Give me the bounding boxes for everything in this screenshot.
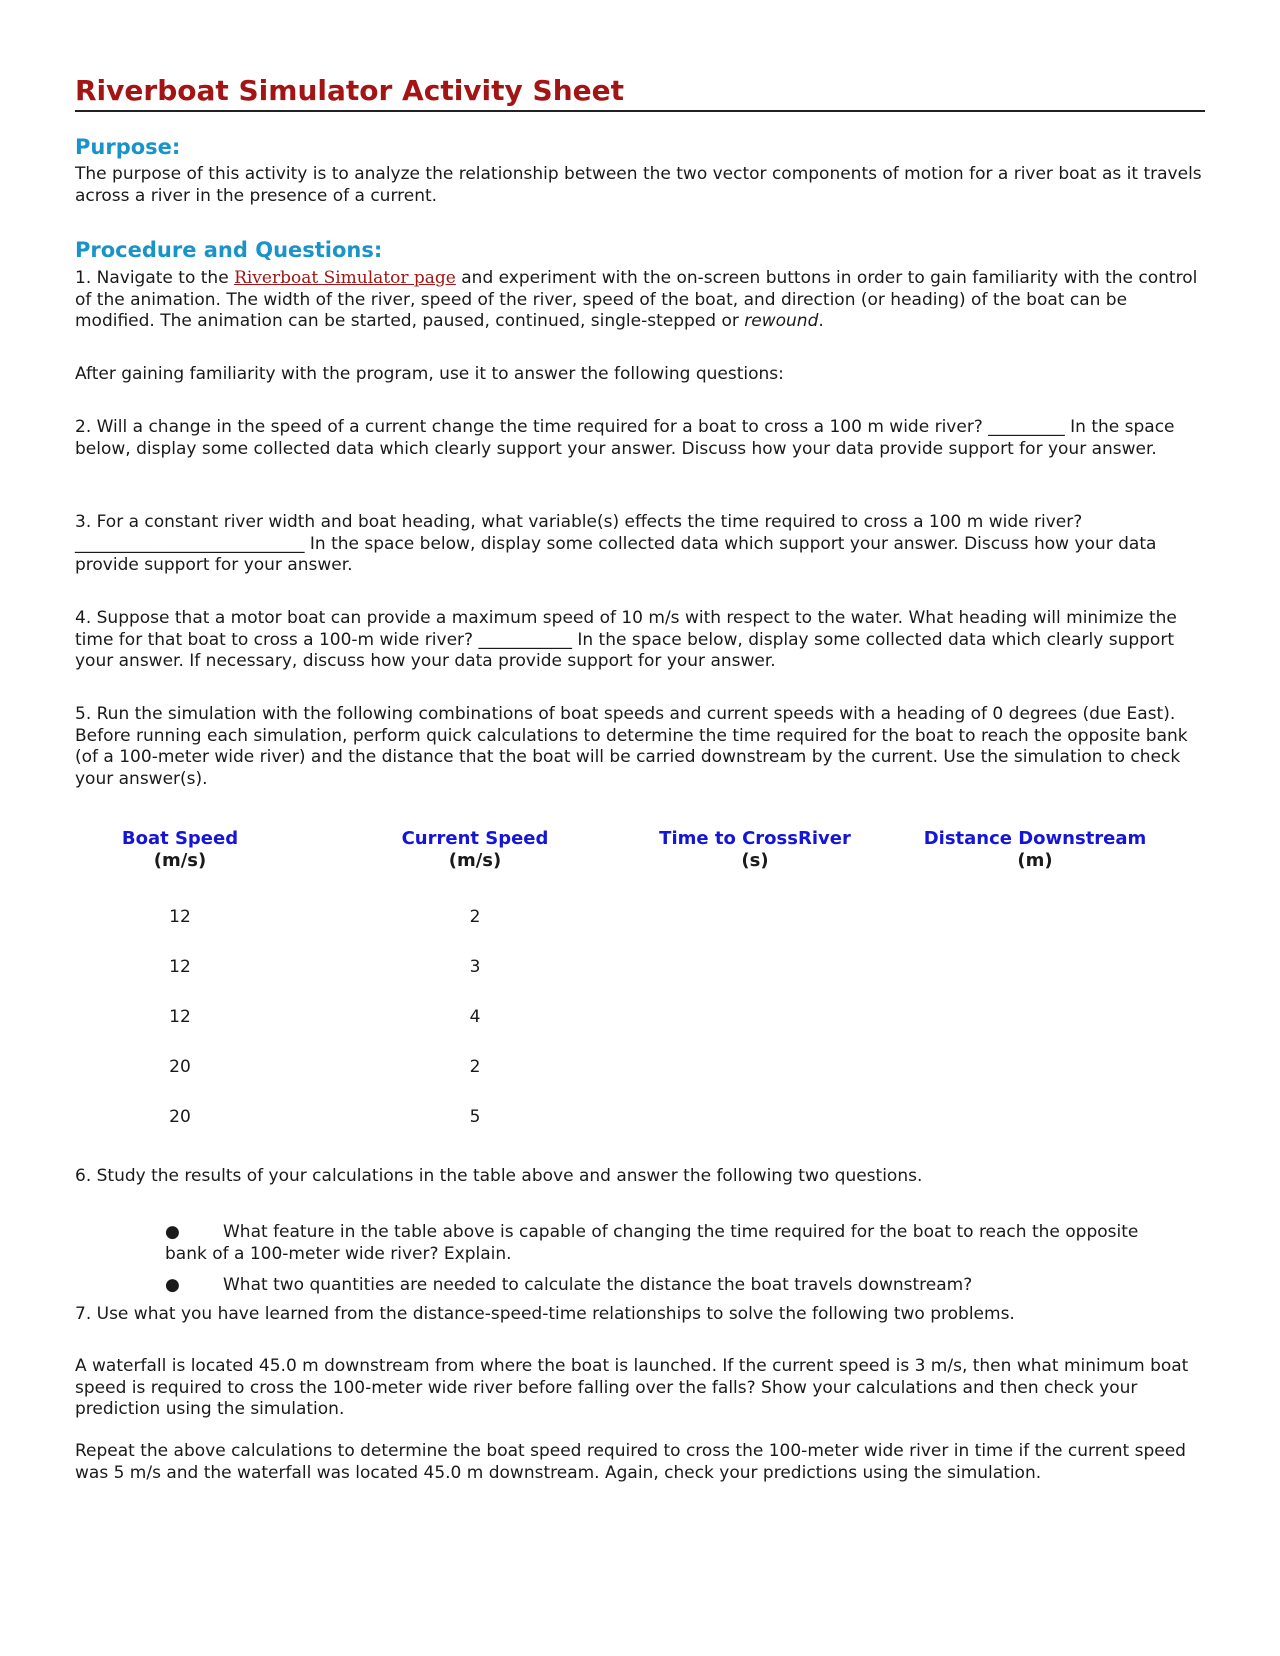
page-title: Riverboat Simulator Activity Sheet xyxy=(75,74,1205,112)
table-cell-current-speed: 4 xyxy=(469,1007,481,1027)
table-cell-current-speed: 5 xyxy=(469,1107,481,1127)
header-distance-downstream: Distance Downstream (m) xyxy=(923,828,1147,871)
list-item: ● What two quantities are needed to calculate the distance the boat travels downstream? xyxy=(165,1275,973,1295)
table-cell-boat-speed: 12 xyxy=(169,1007,191,1027)
header-boat-speed: Boat Speed (m/s) xyxy=(121,828,239,871)
riverboat-simulator-link[interactable]: Riverboat Simulator page xyxy=(234,268,456,288)
table-cell-current-speed: 3 xyxy=(469,957,481,977)
question-5: 5. Run the simulation with the following combinations of boat speeds and current speeds with a heading of 0 degrees (due East). Before running each simulation, perform quick calculations to determine the time required for the boat to reach the opposite bank (of a 100-meter wide river) and the distance that the boat will be carried downstream by the current. Use the simulation to check your answer(s). xyxy=(75,704,1188,789)
bullet-icon: ● xyxy=(165,1222,180,1242)
table-cell-boat-speed: 12 xyxy=(169,957,191,977)
table-cell-current-speed: 2 xyxy=(469,907,481,927)
procedure-heading: Procedure and Questions: xyxy=(75,238,383,262)
question-4: 4. Suppose that a motor boat can provide a maximum speed of 10 m/s with respect to the water. What heading will minimize the time for that boat to cross a 100-m wide river? ___________ In the space below, display some collected data which clearly support your answer. If necessary, discuss how your data provide support for your answer. xyxy=(75,608,1177,671)
instructions-intro: After gaining familiarity with the program, use it to answer the following questions: xyxy=(75,364,784,384)
table-cell-boat-speed: 20 xyxy=(169,1057,191,1077)
header-current-speed: Current Speed (m/s) xyxy=(401,828,549,871)
header-time-to-cross: Time to CrossRiver (s) xyxy=(659,828,851,871)
bullet-icon: ● xyxy=(165,1275,180,1295)
question-6: 6. Study the results of your calculations in the table above and answer the following two questions. xyxy=(75,1166,923,1186)
purpose-heading: Purpose: xyxy=(75,135,181,159)
table-cell-current-speed: 2 xyxy=(469,1057,481,1077)
table-cell-boat-speed: 12 xyxy=(169,907,191,927)
list-item: ● What feature in the table above is capable of changing the time required for the boat to reach the opposite bank of a 100-meter wide river? Explain. xyxy=(165,1222,1139,1264)
question-1: 1. Navigate to the Riverboat Simulator page and experiment with the on-screen buttons in order to gain familiarity with the control of the animation. The width of the river, speed of the river, speed of the boat, and direction (or heading) of the boat can be modified. The animation can be started, paused, continued, single-stepped or rewound. xyxy=(75,268,1198,331)
question-7: 7. Use what you have learned from the distance-speed-time relationships to solve the following two problems. xyxy=(75,1304,1015,1324)
purpose-text: The purpose of this activity is to analyze the relationship between the two vector components of motion for a river boat as it travels across a river in the presence of a current. xyxy=(75,164,1202,206)
problem-2: Repeat the above calculations to determine the boat speed required to cross the 100-meter wide river in time if the current speed was 5 m/s and the waterfall was located 45.0 m downstream. Again, check your predictions using the simulation. xyxy=(75,1441,1186,1483)
question-3: 3. For a constant river width and boat heading, what variable(s) effects the time required to cross a 100 m wide river? ___________________________ In the space below, display some collected data which support your answer. Discuss how your data provide support for your answer. xyxy=(75,512,1157,575)
question-2: 2. Will a change in the speed of a current change the time required for a boat to cross a 100 m wide river? _________ In the space below, display some collected data which clearly support your answer. Discuss how your data provide support for your answer. xyxy=(75,417,1175,459)
problem-1: A waterfall is located 45.0 m downstream from where the boat is launched. If the current speed is 3 m/s, then what minimum boat speed is required to cross the 100-meter wide river before falling over the falls? Show your calculations and then check your prediction using the simulation. xyxy=(75,1356,1189,1419)
table-cell-boat-speed: 20 xyxy=(169,1107,191,1127)
